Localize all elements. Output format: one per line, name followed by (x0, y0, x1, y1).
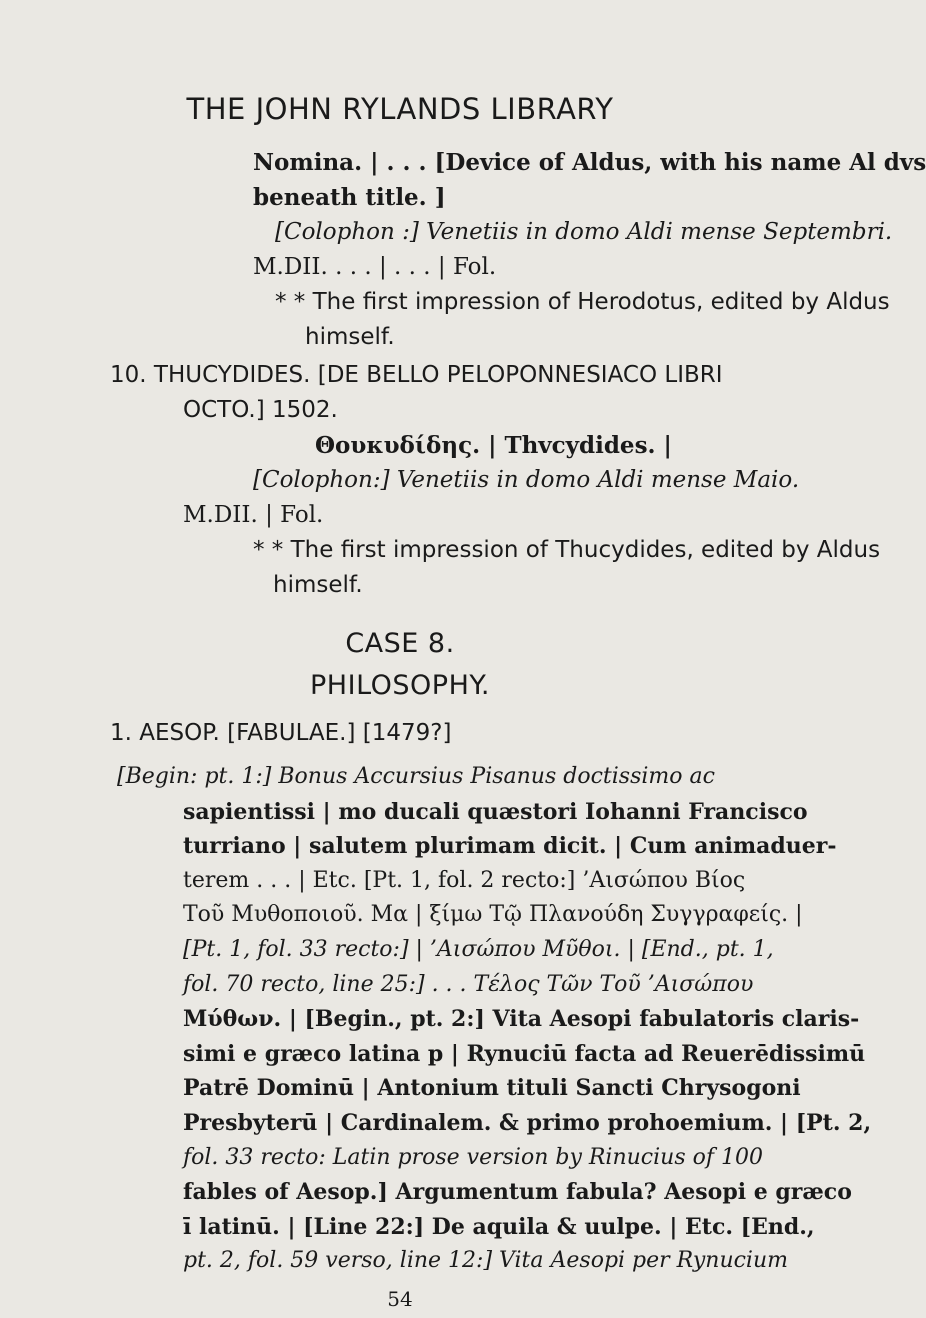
case-title: CASE 8. (345, 628, 455, 659)
entry-10-heading-cont: OCTO.] 1502. (183, 397, 338, 423)
entry-9-line-2: beneath title. ] (253, 184, 446, 211)
entry-1-line: terem . . . | Etc. [Pt. 1, fol. 2 recto:] ’Αισώπου Βίος (183, 867, 746, 893)
entry-9-note-end: himself. (305, 324, 395, 350)
entry-1-line: sapientissi | mo ducali quæstori Iohanni Francisco (183, 798, 808, 825)
entry-9-note: * * The first impression of Herodotus, edited by Aldus (275, 289, 890, 315)
entry-9-continuation (253, 145, 926, 355)
entry-1-heading: 1. AESOP. [FABULAE.] [1479?] (110, 720, 452, 746)
entry-10 (110, 358, 881, 603)
entry-10-title: Θουκυδίδης. | Thvcydides. | (315, 432, 672, 459)
entry-10-note-end: himself. (273, 572, 363, 598)
entry-9-colophon: [Colophon :] Venetiis in domo Aldi mense Septembri. (275, 219, 893, 245)
entry-1-line: [Begin: pt. 1:] Bonus Accursius Pisanus doctissimo ac (117, 764, 715, 789)
entry-10-colophon: [Colophon:] Venetiis in domo Aldi mense Maio. (253, 467, 800, 493)
entry-1-line: fables of Aesop.] Argumentum fabula? Aesopi e græco (183, 1179, 852, 1206)
entry-1-line: pt. 2, fol. 59 verso, line 12:] Vita Aesopi per Rynucium (183, 1248, 788, 1274)
running-head: THE JOHN RYLANDS LIBRARY (186, 92, 614, 126)
entry-1-line: Patrē Dominū | Antonium tituli Sancti Chrysogoni (183, 1075, 801, 1102)
entry-10-heading: 10. THUCYDIDES. [DE BELLO PELOPONNESIACO LIBRI (110, 362, 723, 388)
entry-1-line: turriano | salutem plurimam dicit. | Cum animaduer- (183, 833, 837, 860)
entry-1-line: simi e græco latina p | Rynuciū facta ad Reuerēdissimū (183, 1040, 866, 1067)
entry-10-note: * * The first impression of Thucydides, edited by Aldus (253, 537, 881, 563)
case-subtitle: PHILOSOPHY. (310, 670, 490, 701)
entry-10-imprint: M.DII. | Fol. (183, 502, 324, 528)
entry-1-line: [Pt. 1, fol. 33 recto:] | ’Αισώπου Μῦθοι. | [End., pt. 1, (183, 936, 774, 962)
entry-1-line: Μύθων. | [Begin., pt. 2:] Vita Aesopi fabulatoris claris- (183, 1006, 860, 1033)
entry-1-line: fol. 70 recto, line 25:] . . . Τέλος Τῶν Τοῦ ’Αισώπου (183, 971, 754, 997)
entry-1-line: ī latinū. | [Line 22:] De aquila & uulpe. | Etc. [End., (183, 1213, 815, 1240)
entry-1-heading-block (110, 716, 773, 751)
entry-1-line: fol. 33 recto: Latin prose version by Rinucius of 100 (183, 1144, 763, 1170)
page-number: 54 (387, 1287, 413, 1311)
entry-1-line: Presbyterū | Cardinalem. & primo prohoemium. | [Pt. 2, (183, 1109, 872, 1136)
entry-9-imprint: M.DII. . . . | . . . | Fol. (253, 254, 497, 280)
entry-1-body (117, 760, 872, 1279)
entry-1-line: Τοῦ Μυθοποιοῦ. Μα | ξίμω Τῷ Πλανούδη Συγγραφείς. | (183, 902, 803, 928)
entry-9-line-1: Nomina. | . . . [Device of Aldus, with his name Al dvs (253, 149, 926, 176)
